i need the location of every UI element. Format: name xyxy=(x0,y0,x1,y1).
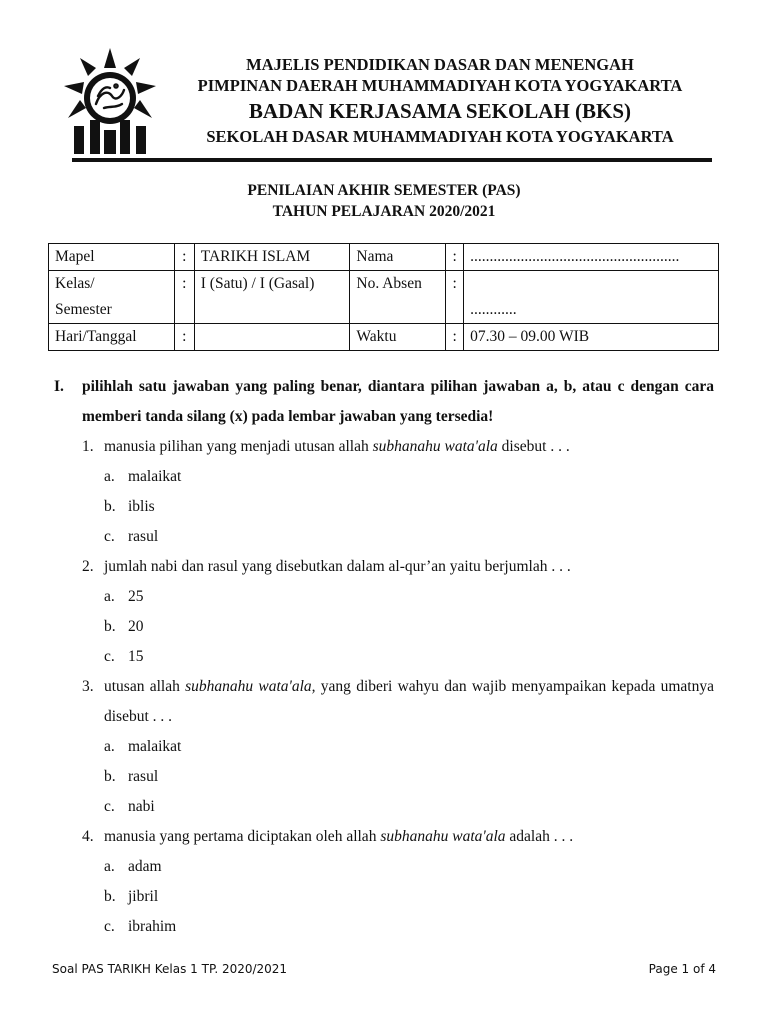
header-line-2: PIMPINAN DAERAH MUHAMMADIYAH KOTA YOGYAKARTA xyxy=(197,76,683,95)
question-text-part: manusia pilihan yang menjadi utusan allah xyxy=(104,438,373,455)
section-multiple-choice xyxy=(54,372,714,942)
absen-value[interactable]: ............ xyxy=(470,301,517,318)
question-stem xyxy=(82,672,714,732)
header-line-3: BADAN KERJASAMA SEKOLAH (BKS) xyxy=(248,99,632,123)
option-text: adam xyxy=(128,858,162,875)
colon: : xyxy=(446,244,464,271)
question-item xyxy=(54,822,714,942)
question-text-part: utusan allah xyxy=(104,678,186,695)
answer-option[interactable] xyxy=(104,912,714,942)
footer-page-number: Page 1 of 4 xyxy=(648,962,716,976)
question-text xyxy=(104,822,714,852)
colon: : xyxy=(174,271,194,324)
letterhead xyxy=(170,54,710,147)
question-number: 4. xyxy=(82,828,94,845)
header-divider xyxy=(72,158,712,162)
answer-option[interactable] xyxy=(104,882,714,912)
question-text-italic: subhanahu wata'ala xyxy=(380,828,506,845)
kelas-label-line-1: Kelas/ xyxy=(55,275,95,292)
section-number: I. xyxy=(54,378,64,395)
question-stem xyxy=(82,432,714,462)
option-text: 15 xyxy=(128,648,144,665)
option-letter: c. xyxy=(104,798,115,815)
kelas-value: I (Satu) / I (Gasal) xyxy=(194,271,350,324)
option-letter: b. xyxy=(104,888,116,905)
option-letter: a. xyxy=(104,858,115,875)
question-number: 1. xyxy=(82,438,94,455)
hari-field[interactable] xyxy=(194,324,350,351)
option-letter: a. xyxy=(104,738,115,755)
info-row-mapel xyxy=(49,244,719,271)
option-letter: a. xyxy=(104,468,115,485)
question-text-part: disebut . . . xyxy=(497,438,570,455)
question-text xyxy=(104,672,714,732)
question-text-italic: subhanahu wata'ala xyxy=(372,438,498,455)
option-letter: b. xyxy=(104,618,116,635)
option-letter: a. xyxy=(104,588,115,605)
exam-title-line-1: PENILAIAN AKHIR SEMESTER (PAS) xyxy=(247,182,521,199)
kelas-label xyxy=(49,271,175,324)
answer-option[interactable] xyxy=(104,792,714,822)
option-text: jibril xyxy=(128,888,159,905)
waktu-value: 07.30 – 09.00 WIB xyxy=(464,324,719,351)
answer-option[interactable] xyxy=(104,732,714,762)
option-text: 20 xyxy=(128,618,144,635)
kelas-label-line-2: Semester xyxy=(55,301,112,318)
question-item xyxy=(54,552,714,672)
option-letter: b. xyxy=(104,498,116,515)
hari-label: Hari/Tanggal xyxy=(49,324,175,351)
question-text-part: yang diberi wahyu dan wajib menyampaikan kepada umatnya disebut . . . xyxy=(104,678,714,725)
question-number: 3. xyxy=(82,678,94,695)
page-footer xyxy=(52,962,716,976)
header-line-1: MAJELIS PENDIDIKAN DASAR DAN MENENGAH xyxy=(246,55,634,74)
option-text: 25 xyxy=(128,588,144,605)
answer-option[interactable] xyxy=(104,762,714,792)
option-text: malaikat xyxy=(128,738,182,755)
answer-option[interactable] xyxy=(104,522,714,552)
colon: : xyxy=(174,244,194,271)
exam-title xyxy=(0,180,768,222)
answer-option[interactable] xyxy=(104,492,714,522)
colon: : xyxy=(174,324,194,351)
header-line-4: SEKOLAH DASAR MUHAMMADIYAH KOTA YOGYAKARTA xyxy=(206,127,674,146)
option-text: malaikat xyxy=(128,468,182,485)
option-letter: b. xyxy=(104,768,116,785)
nama-label: Nama xyxy=(350,244,446,271)
question-text xyxy=(104,432,714,462)
exam-title-line-2: TAHUN PELAJARAN 2020/2021 xyxy=(272,203,496,220)
mapel-label: Mapel xyxy=(49,244,175,271)
question-text xyxy=(104,552,714,582)
colon: : xyxy=(446,324,464,351)
colon: : xyxy=(446,271,464,324)
info-row-hari xyxy=(49,324,719,351)
question-stem xyxy=(82,822,714,852)
question-number: 2. xyxy=(82,558,94,575)
answer-option[interactable] xyxy=(104,642,714,672)
question-stem xyxy=(82,552,714,582)
question-list xyxy=(54,432,714,942)
option-text: iblis xyxy=(128,498,155,515)
section-instruction-text: pilihlah satu jawaban yang paling benar, diantara pilihan jawaban a, b, atau c dengan cara memberi tanda silang (x) pada lembar jawaban yang tersedia! xyxy=(82,378,714,425)
answer-option[interactable] xyxy=(104,612,714,642)
exam-info-table xyxy=(48,243,719,351)
option-letter: c. xyxy=(104,918,115,935)
mapel-value: TARIKH ISLAM xyxy=(194,244,350,271)
muhammadiyah-sun-emblem-icon xyxy=(60,46,160,156)
waktu-label: Waktu xyxy=(350,324,446,351)
question-text-part: jumlah nabi dan rasul yang disebutkan dalam al-qur’an yaitu berjumlah . . . xyxy=(104,558,571,575)
option-letter: c. xyxy=(104,528,115,545)
question-text-part: adalah . . . xyxy=(505,828,574,845)
question-text-part: manusia yang pertama diciptakan oleh allah xyxy=(104,828,381,845)
question-item xyxy=(54,672,714,822)
muhammadiyah-logo xyxy=(60,46,160,156)
absen-label: No. Absen xyxy=(350,271,446,324)
footer-document-title: Soal PAS TARIKH Kelas 1 TP. 2020/2021 xyxy=(52,962,288,976)
question-item xyxy=(54,432,714,552)
option-text: nabi xyxy=(128,798,155,815)
option-text: rasul xyxy=(128,768,159,785)
answer-option[interactable] xyxy=(104,582,714,612)
option-text: ibrahim xyxy=(128,918,177,935)
absen-field[interactable] xyxy=(464,271,719,324)
option-text: rasul xyxy=(128,528,159,545)
nama-field[interactable]: ...................................................... xyxy=(464,244,719,271)
answer-option[interactable] xyxy=(104,462,714,492)
question-text-italic: subhanahu wata'ala, xyxy=(185,678,316,695)
info-row-kelas xyxy=(49,271,719,324)
answer-option[interactable] xyxy=(104,852,714,882)
option-letter: c. xyxy=(104,648,115,665)
section-instruction xyxy=(54,372,714,432)
